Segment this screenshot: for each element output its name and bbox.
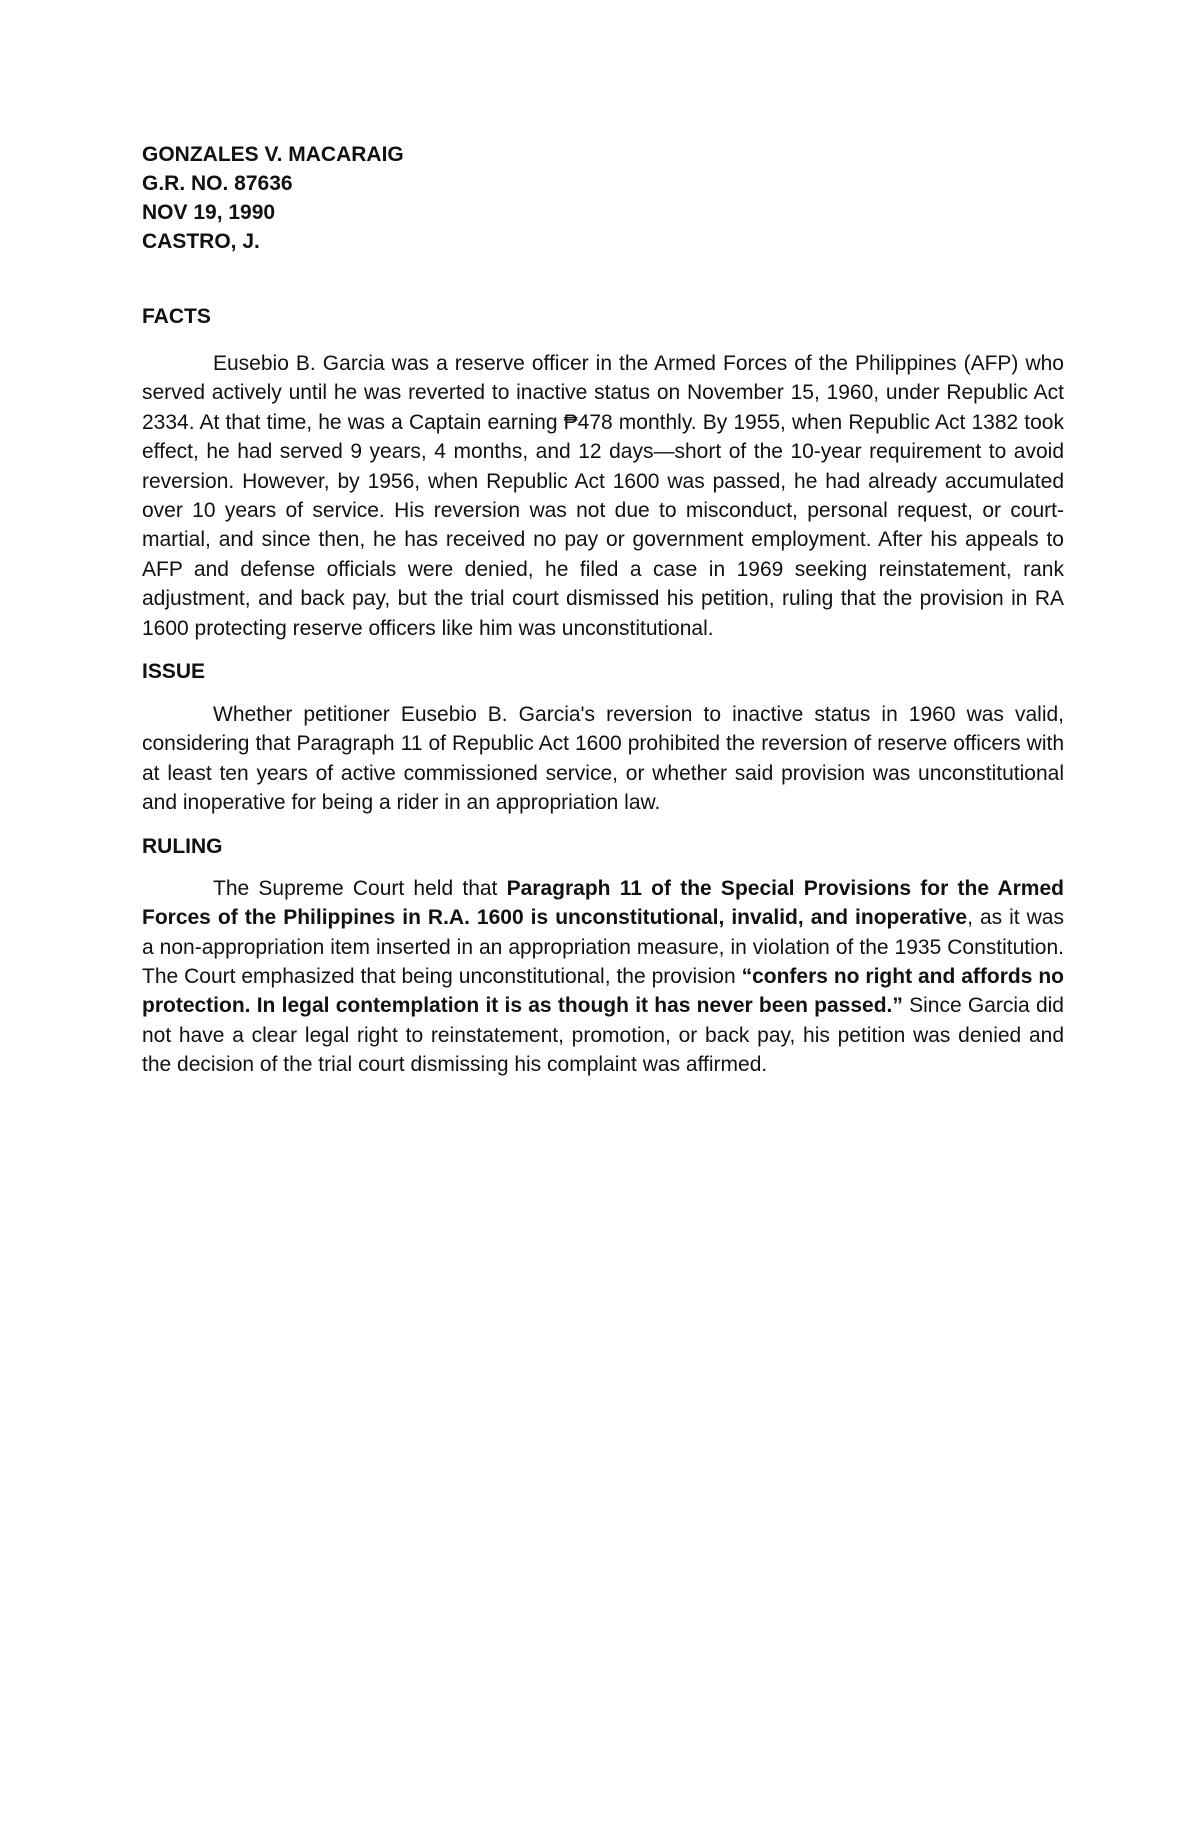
gr-number: G.R. NO. 87636 xyxy=(142,172,293,195)
case-title: GONZALES V. MACARAIG xyxy=(142,143,404,166)
ruling-text-part3: Since Garcia did not have a clear legal right to reinstatement, promotion, or back pay, his petition was denied and the decision of the trial court dismissing his complaint was affirmed. xyxy=(142,994,1064,1077)
ruling-paragraph xyxy=(142,874,1064,1080)
ruling-bold-holding: Paragraph 11 of the Special Provisions for the Armed Forces of the Philippines in R.A. 1600 is unconstitutional, invalid, and inoperative xyxy=(142,876,1064,930)
facts-heading: FACTS xyxy=(142,305,211,328)
decision-date: NOV 19, 1990 xyxy=(142,201,276,224)
ruling-text-part1: The Supreme Court held that xyxy=(213,876,507,900)
issue-heading: ISSUE xyxy=(142,660,206,684)
issue-paragraph: Whether petitioner Eusebio B. Garcia's reversion to inactive status in 1960 was valid, considering that Paragraph 11 of Republic Act 1600 prohibited the reversion of reserve officers with at least ten years of active commissioned service, or whether said provision was unconstitutional and inoperative for being a rider in an appropriation law. xyxy=(142,703,1064,815)
ruling-bold-quote: “confers no right and affords no protection. In legal contemplation it is as though it has never been passed.” xyxy=(142,964,1064,1018)
ruling-text-part2: , as it was a non-appropriation item inserted in an appropriation measure, in violation of the 1935 Constitution. The Court emphasized that being unconstitutional, the provision xyxy=(142,906,1064,988)
ruling-heading: RULING xyxy=(142,834,223,858)
ponente: CASTRO, J. xyxy=(142,230,260,253)
facts-paragraph: Eusebio B. Garcia was a reserve officer in the Armed Forces of the Philippines (AFP) who served actively until he was reverted to inactive status on November 15, 1960, under Republic Act 2334. At that time, he was a Captain earning ₱478 monthly. By 1955, when Republic Act 1382 took effect, he had served 9 years, 4 months, and 12 days—short of the 10-year requirement to avoid reversion. However, by 1956, when Republic Act 1600 was passed, he had already accumulated over 10 years of service. His reversion was not due to misconduct, personal request, or court-martial, and since then, he has received no pay or government employment. After his appeals to AFP and defense officials were denied, he filed a case in 1969 seeking reinstatement, rank adjustment, and back pay, but the trial court dismissed his petition, ruling that the provision in RA 1600 protecting reserve officers like him was unconstitutional. xyxy=(142,352,1064,640)
case-digest-page xyxy=(142,140,1064,1080)
